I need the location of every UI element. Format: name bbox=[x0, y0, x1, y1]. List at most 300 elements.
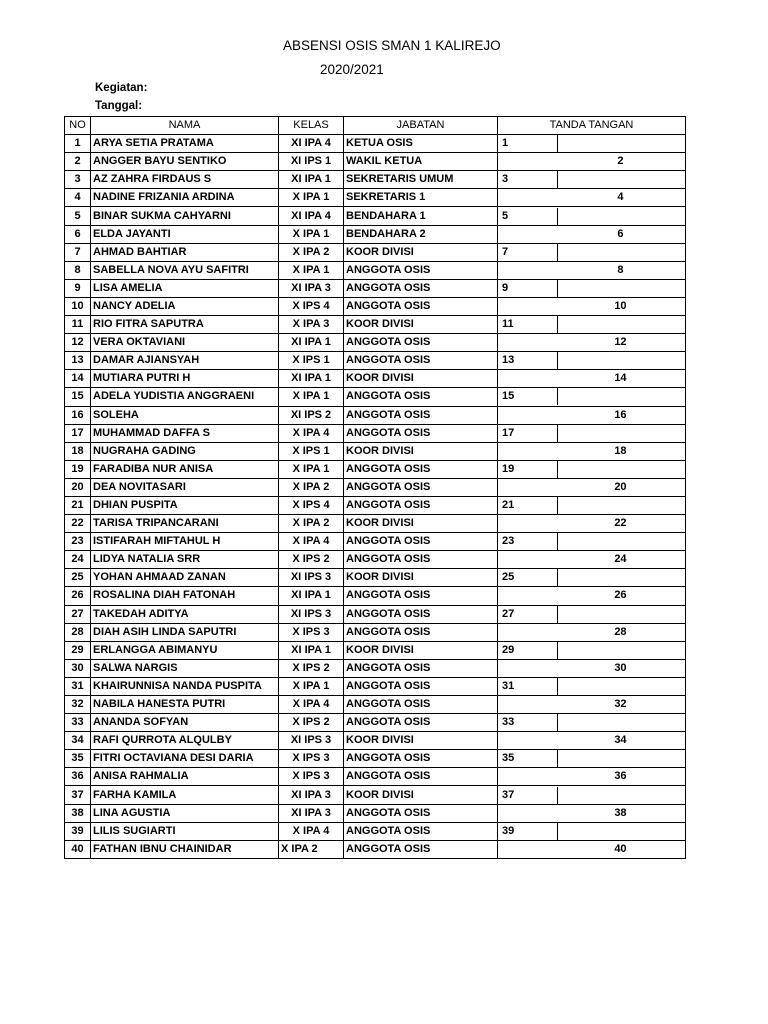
member-class: XI IPS 3 bbox=[279, 732, 344, 750]
signature-number-right: 28 bbox=[614, 625, 627, 638]
member-name: DAMAR AJIANSYAH bbox=[91, 352, 279, 370]
member-name: ANISA RAHMALIA bbox=[91, 768, 279, 786]
signature-number-right: 6 bbox=[617, 227, 624, 240]
table-row bbox=[65, 460, 686, 478]
signature-number-right bbox=[558, 208, 683, 225]
document-title: ABSENSI OSIS SMAN 1 KALIREJO bbox=[283, 38, 501, 53]
member-class: X IPA 1 bbox=[279, 677, 344, 695]
member-class: X IPA 3 bbox=[279, 316, 344, 334]
signature-slot bbox=[500, 768, 683, 785]
signature-slot bbox=[500, 316, 683, 333]
member-name: TARISA TRIPANCARANI bbox=[91, 515, 279, 533]
signature-cell[interactable] bbox=[498, 442, 686, 460]
member-position: ANGGOTA OSIS bbox=[344, 822, 498, 840]
member-class: XI IPS 1 bbox=[279, 153, 344, 171]
table-row bbox=[65, 515, 686, 533]
member-name: ROSALINA DIAH FATONAH bbox=[91, 587, 279, 605]
signature-number-right: 14 bbox=[614, 372, 627, 385]
table-row bbox=[65, 750, 686, 768]
signature-number-left: 31 bbox=[500, 678, 558, 695]
member-position: ANGGOTA OSIS bbox=[344, 424, 498, 442]
table-row bbox=[65, 804, 686, 822]
signature-number-left: 11 bbox=[500, 316, 558, 333]
table-row bbox=[65, 135, 686, 153]
member-name: KHAIRUNNISA NANDA PUSPITA bbox=[91, 677, 279, 695]
member-name: NABILA HANESTA PUTRI bbox=[91, 696, 279, 714]
table-row bbox=[65, 442, 686, 460]
signature-number-right: 36 bbox=[614, 770, 627, 783]
signature-number-left bbox=[500, 370, 558, 387]
signature-number-left: 23 bbox=[500, 533, 558, 550]
signature-slot bbox=[500, 189, 683, 206]
signature-cell[interactable] bbox=[498, 316, 686, 334]
signature-number-left bbox=[500, 660, 558, 677]
row-number: 31 bbox=[65, 677, 91, 695]
row-number: 10 bbox=[65, 297, 91, 315]
row-number: 16 bbox=[65, 406, 91, 424]
signature-cell[interactable] bbox=[498, 804, 686, 822]
member-class: X IPS 1 bbox=[279, 442, 344, 460]
signature-number-right bbox=[558, 750, 683, 767]
signature-number-left: 27 bbox=[500, 606, 558, 623]
signature-cell[interactable] bbox=[498, 750, 686, 768]
signature-slot bbox=[500, 352, 683, 369]
member-class: X IPA 1 bbox=[279, 460, 344, 478]
member-name: LINA AGUSTIA bbox=[91, 804, 279, 822]
signature-cell[interactable] bbox=[498, 135, 686, 153]
member-name: AZ ZAHRA FIRDAUS S bbox=[91, 171, 279, 189]
member-class: X IPA 2 bbox=[279, 478, 344, 496]
signature-number-left: 19 bbox=[500, 461, 558, 478]
member-position: ANGGOTA OSIS bbox=[344, 279, 498, 297]
member-name: DEA NOVITASARI bbox=[91, 478, 279, 496]
member-class: XI IPS 3 bbox=[279, 605, 344, 623]
signature-slot bbox=[500, 841, 683, 858]
member-name: VERA OKTAVIANI bbox=[91, 334, 279, 352]
member-name: RAFI QURROTA ALQULBY bbox=[91, 732, 279, 750]
signature-cell[interactable] bbox=[498, 677, 686, 695]
member-position: KOOR DIVISI bbox=[344, 732, 498, 750]
signature-cell[interactable] bbox=[498, 533, 686, 551]
member-class: X IPS 1 bbox=[279, 352, 344, 370]
member-class: X IPA 1 bbox=[279, 225, 344, 243]
signature-number-left: 37 bbox=[500, 787, 558, 804]
member-class: XI IPA 4 bbox=[279, 135, 344, 153]
signature-cell[interactable] bbox=[498, 822, 686, 840]
table-row bbox=[65, 171, 686, 189]
kegiatan-label: Kegiatan: bbox=[95, 82, 148, 94]
signature-cell[interactable] bbox=[498, 225, 686, 243]
table-row bbox=[65, 496, 686, 514]
signature-cell[interactable] bbox=[498, 515, 686, 533]
signature-cell[interactable] bbox=[498, 786, 686, 804]
signature-number-right: 12 bbox=[614, 336, 627, 349]
member-position: ANGGOTA OSIS bbox=[344, 714, 498, 732]
row-number: 32 bbox=[65, 696, 91, 714]
signature-slot bbox=[500, 551, 683, 568]
member-class: X IPS 2 bbox=[279, 551, 344, 569]
row-number: 33 bbox=[65, 714, 91, 732]
signature-number-left bbox=[500, 551, 558, 568]
signature-cell[interactable] bbox=[498, 659, 686, 677]
member-position: KOOR DIVISI bbox=[344, 442, 498, 460]
row-number: 6 bbox=[65, 225, 91, 243]
row-number: 13 bbox=[65, 352, 91, 370]
signature-number-right bbox=[558, 171, 683, 188]
member-name: FARADIBA NUR ANISA bbox=[91, 460, 279, 478]
signature-cell[interactable] bbox=[498, 153, 686, 171]
table-row bbox=[65, 786, 686, 804]
signature-slot bbox=[500, 823, 683, 840]
member-name: MUHAMMAD DAFFA S bbox=[91, 424, 279, 442]
signature-number-right bbox=[558, 425, 683, 442]
signature-slot bbox=[500, 587, 683, 604]
member-position: BENDAHARA 2 bbox=[344, 225, 498, 243]
table-row bbox=[65, 424, 686, 442]
table-row bbox=[65, 153, 686, 171]
table-row bbox=[65, 623, 686, 641]
signature-number-right: 18 bbox=[614, 444, 627, 457]
member-class: XI IPA 1 bbox=[279, 641, 344, 659]
row-number: 19 bbox=[65, 460, 91, 478]
member-name: NANCY ADELIA bbox=[91, 297, 279, 315]
signature-slot bbox=[500, 479, 683, 496]
signature-cell[interactable] bbox=[498, 496, 686, 514]
signature-number-right bbox=[558, 461, 683, 478]
member-position: ANGGOTA OSIS bbox=[344, 840, 498, 858]
member-name: FITRI OCTAVIANA DESI DARIA bbox=[91, 750, 279, 768]
signature-slot bbox=[500, 208, 683, 225]
member-class: XI IPA 1 bbox=[279, 171, 344, 189]
signature-number-left: 13 bbox=[500, 352, 558, 369]
column-header-tanda-tangan: TANDA TANGAN bbox=[498, 117, 686, 135]
signature-slot bbox=[500, 370, 683, 387]
column-header-kelas: KELAS bbox=[279, 117, 344, 135]
signature-cell[interactable] bbox=[498, 352, 686, 370]
signature-number-left bbox=[500, 732, 558, 749]
signature-slot bbox=[500, 334, 683, 351]
signature-number-left bbox=[500, 515, 558, 532]
signature-cell[interactable] bbox=[498, 261, 686, 279]
member-name: ADELA YUDISTIA ANGGRAENI bbox=[91, 388, 279, 406]
member-name: SOLEHA bbox=[91, 406, 279, 424]
signature-slot bbox=[500, 497, 683, 514]
row-number: 12 bbox=[65, 334, 91, 352]
member-name: RIO FITRA SAPUTRA bbox=[91, 316, 279, 334]
member-class: XI IPA 1 bbox=[279, 370, 344, 388]
member-position: ANGGOTA OSIS bbox=[344, 750, 498, 768]
member-position: ANGGOTA OSIS bbox=[344, 533, 498, 551]
signature-cell[interactable] bbox=[498, 732, 686, 750]
table-body bbox=[65, 135, 686, 859]
signature-number-left: 7 bbox=[500, 244, 558, 261]
signature-slot bbox=[500, 407, 683, 424]
signature-cell[interactable] bbox=[498, 334, 686, 352]
row-number: 30 bbox=[65, 659, 91, 677]
member-class: X IPS 3 bbox=[279, 623, 344, 641]
row-number: 40 bbox=[65, 840, 91, 858]
row-number: 35 bbox=[65, 750, 91, 768]
member-class: X IPA 4 bbox=[279, 822, 344, 840]
signature-cell[interactable] bbox=[498, 551, 686, 569]
member-position: SEKRETARIS 1 bbox=[344, 189, 498, 207]
signature-number-left bbox=[500, 334, 558, 351]
row-number: 27 bbox=[65, 605, 91, 623]
signature-slot bbox=[500, 425, 683, 442]
row-number: 38 bbox=[65, 804, 91, 822]
signature-cell[interactable] bbox=[498, 243, 686, 261]
member-class: X IPA 2 bbox=[279, 515, 344, 533]
signature-cell[interactable] bbox=[498, 171, 686, 189]
table-row bbox=[65, 569, 686, 587]
member-class: X IPA 1 bbox=[279, 261, 344, 279]
table-row bbox=[65, 840, 686, 858]
member-class: X IPS 2 bbox=[279, 714, 344, 732]
member-position: ANGGOTA OSIS bbox=[344, 605, 498, 623]
table-row bbox=[65, 316, 686, 334]
member-position: KOOR DIVISI bbox=[344, 515, 498, 533]
signature-cell[interactable] bbox=[498, 460, 686, 478]
member-class: X IPA 1 bbox=[279, 388, 344, 406]
attendance-table bbox=[64, 116, 686, 859]
table-row bbox=[65, 659, 686, 677]
signature-number-left bbox=[500, 153, 558, 170]
member-position: WAKIL KETUA bbox=[344, 153, 498, 171]
column-header-no: NO bbox=[65, 117, 91, 135]
row-number: 18 bbox=[65, 442, 91, 460]
signature-number-right: 40 bbox=[614, 842, 627, 855]
signature-number-right bbox=[558, 787, 683, 804]
member-class: XI IPS 2 bbox=[279, 406, 344, 424]
member-position: KOOR DIVISI bbox=[344, 316, 498, 334]
column-header-nama: NAMA bbox=[91, 117, 279, 135]
signature-cell[interactable] bbox=[498, 297, 686, 315]
signature-slot bbox=[500, 606, 683, 623]
table-row bbox=[65, 605, 686, 623]
member-name: ERLANGGA ABIMANYU bbox=[91, 641, 279, 659]
signature-number-right: 10 bbox=[614, 299, 627, 312]
signature-cell[interactable] bbox=[498, 641, 686, 659]
row-number: 21 bbox=[65, 496, 91, 514]
row-number: 9 bbox=[65, 279, 91, 297]
row-number: 25 bbox=[65, 569, 91, 587]
signature-number-right bbox=[558, 823, 683, 840]
signature-number-left: 39 bbox=[500, 823, 558, 840]
member-name: ARYA SETIA PRATAMA bbox=[91, 135, 279, 153]
signature-slot bbox=[500, 678, 683, 695]
signature-slot bbox=[500, 696, 683, 713]
signature-number-left: 29 bbox=[500, 642, 558, 659]
signature-number-left bbox=[500, 696, 558, 713]
signature-cell[interactable] bbox=[498, 623, 686, 641]
signature-number-right: 24 bbox=[614, 553, 627, 566]
signature-slot bbox=[500, 515, 683, 532]
table-row bbox=[65, 261, 686, 279]
member-class: X IPS 3 bbox=[279, 750, 344, 768]
member-class: X IPA 4 bbox=[279, 696, 344, 714]
row-number: 23 bbox=[65, 533, 91, 551]
signature-slot bbox=[500, 244, 683, 261]
signature-slot bbox=[500, 624, 683, 641]
member-name: ANANDA SOFYAN bbox=[91, 714, 279, 732]
signature-number-right bbox=[558, 714, 683, 731]
member-name: LILIS SUGIARTI bbox=[91, 822, 279, 840]
signature-cell[interactable] bbox=[498, 587, 686, 605]
signature-cell[interactable] bbox=[498, 714, 686, 732]
signature-cell[interactable] bbox=[498, 207, 686, 225]
signature-number-right bbox=[558, 135, 683, 152]
member-position: ANGGOTA OSIS bbox=[344, 696, 498, 714]
signature-slot bbox=[500, 569, 683, 586]
row-number: 36 bbox=[65, 768, 91, 786]
table-row bbox=[65, 677, 686, 695]
column-header-jabatan: JABATAN bbox=[344, 117, 498, 135]
signature-number-right bbox=[558, 606, 683, 623]
row-number: 15 bbox=[65, 388, 91, 406]
signature-number-right bbox=[558, 244, 683, 261]
member-name: LISA AMELIA bbox=[91, 279, 279, 297]
signature-number-right: 4 bbox=[617, 191, 624, 204]
signature-slot bbox=[500, 642, 683, 659]
signature-number-right bbox=[558, 388, 683, 405]
member-position: ANGGOTA OSIS bbox=[344, 388, 498, 406]
signature-number-left bbox=[500, 407, 558, 424]
table-row bbox=[65, 714, 686, 732]
row-number: 4 bbox=[65, 189, 91, 207]
row-number: 24 bbox=[65, 551, 91, 569]
signature-cell[interactable] bbox=[498, 279, 686, 297]
member-name: FARHA KAMILA bbox=[91, 786, 279, 804]
member-position: ANGGOTA OSIS bbox=[344, 460, 498, 478]
table-row bbox=[65, 406, 686, 424]
signature-number-left: 21 bbox=[500, 497, 558, 514]
signature-number-right: 32 bbox=[614, 698, 627, 711]
member-position: KOOR DIVISI bbox=[344, 786, 498, 804]
member-position: ANGGOTA OSIS bbox=[344, 406, 498, 424]
signature-cell[interactable] bbox=[498, 840, 686, 858]
table-header-row bbox=[65, 117, 686, 135]
member-class: XI IPA 1 bbox=[279, 587, 344, 605]
member-name: NUGRAHA GADING bbox=[91, 442, 279, 460]
member-class: XI IPA 3 bbox=[279, 279, 344, 297]
row-number: 39 bbox=[65, 822, 91, 840]
row-number: 5 bbox=[65, 207, 91, 225]
row-number: 28 bbox=[65, 623, 91, 641]
signature-number-left: 33 bbox=[500, 714, 558, 731]
signature-slot bbox=[500, 388, 683, 405]
member-position: SEKRETARIS UMUM bbox=[344, 171, 498, 189]
signature-number-right bbox=[558, 280, 683, 297]
signature-number-right bbox=[558, 497, 683, 514]
member-class: XI IPS 3 bbox=[279, 569, 344, 587]
signature-slot bbox=[500, 805, 683, 822]
member-position: KOOR DIVISI bbox=[344, 569, 498, 587]
document-year: 2020/2021 bbox=[320, 62, 384, 77]
member-position: ANGGOTA OSIS bbox=[344, 804, 498, 822]
signature-number-left bbox=[500, 805, 558, 822]
row-number: 17 bbox=[65, 424, 91, 442]
signature-cell[interactable] bbox=[498, 406, 686, 424]
signature-number-left bbox=[500, 587, 558, 604]
table-row bbox=[65, 641, 686, 659]
member-class: X IPA 2 bbox=[279, 243, 344, 261]
signature-cell[interactable] bbox=[498, 189, 686, 207]
member-class: X IPA 1 bbox=[279, 189, 344, 207]
member-name: TAKEDAH ADITYA bbox=[91, 605, 279, 623]
member-name: LIDYA NATALIA SRR bbox=[91, 551, 279, 569]
signature-number-right bbox=[558, 316, 683, 333]
signature-cell[interactable] bbox=[498, 569, 686, 587]
signature-slot bbox=[500, 732, 683, 749]
signature-number-right bbox=[558, 678, 683, 695]
member-position: ANGGOTA OSIS bbox=[344, 677, 498, 695]
member-name: DIAH ASIH LINDA SAPUTRI bbox=[91, 623, 279, 641]
member-position: ANGGOTA OSIS bbox=[344, 261, 498, 279]
signature-number-right bbox=[558, 642, 683, 659]
member-class: XI IPA 3 bbox=[279, 786, 344, 804]
signature-number-left: 15 bbox=[500, 388, 558, 405]
signature-number-left bbox=[500, 443, 558, 460]
table-row bbox=[65, 696, 686, 714]
member-position: ANGGOTA OSIS bbox=[344, 659, 498, 677]
signature-cell[interactable] bbox=[498, 370, 686, 388]
table-row bbox=[65, 352, 686, 370]
member-name: ELDA JAYANTI bbox=[91, 225, 279, 243]
row-number: 11 bbox=[65, 316, 91, 334]
table-row bbox=[65, 732, 686, 750]
signature-cell[interactable] bbox=[498, 768, 686, 786]
signature-slot bbox=[500, 787, 683, 804]
table-row bbox=[65, 189, 686, 207]
row-number: 8 bbox=[65, 261, 91, 279]
signature-slot bbox=[500, 280, 683, 297]
member-position: BENDAHARA 1 bbox=[344, 207, 498, 225]
member-class: XI IPA 1 bbox=[279, 334, 344, 352]
table-row bbox=[65, 478, 686, 496]
member-position: KOOR DIVISI bbox=[344, 641, 498, 659]
signature-slot bbox=[500, 298, 683, 315]
member-position: ANGGOTA OSIS bbox=[344, 496, 498, 514]
table-row bbox=[65, 279, 686, 297]
signature-number-right: 30 bbox=[614, 661, 627, 674]
signature-slot bbox=[500, 135, 683, 152]
table-row bbox=[65, 768, 686, 786]
signature-number-left: 35 bbox=[500, 750, 558, 767]
signature-number-left bbox=[500, 479, 558, 496]
signature-cell[interactable] bbox=[498, 424, 686, 442]
row-number: 26 bbox=[65, 587, 91, 605]
signature-number-left bbox=[500, 768, 558, 785]
signature-number-left bbox=[500, 262, 558, 279]
signature-number-left bbox=[500, 624, 558, 641]
signature-number-left: 5 bbox=[500, 208, 558, 225]
signature-number-right bbox=[558, 569, 683, 586]
signature-number-left: 17 bbox=[500, 425, 558, 442]
signature-slot bbox=[500, 660, 683, 677]
signature-cell[interactable] bbox=[498, 388, 686, 406]
member-class: XI IPA 4 bbox=[279, 207, 344, 225]
signature-cell[interactable] bbox=[498, 478, 686, 496]
member-position: KOOR DIVISI bbox=[344, 370, 498, 388]
row-number: 34 bbox=[65, 732, 91, 750]
row-number: 3 bbox=[65, 171, 91, 189]
signature-cell[interactable] bbox=[498, 605, 686, 623]
signature-number-right: 34 bbox=[614, 734, 627, 747]
signature-number-right: 38 bbox=[614, 806, 627, 819]
signature-number-left: 25 bbox=[500, 569, 558, 586]
member-position: ANGGOTA OSIS bbox=[344, 768, 498, 786]
signature-cell[interactable] bbox=[498, 696, 686, 714]
